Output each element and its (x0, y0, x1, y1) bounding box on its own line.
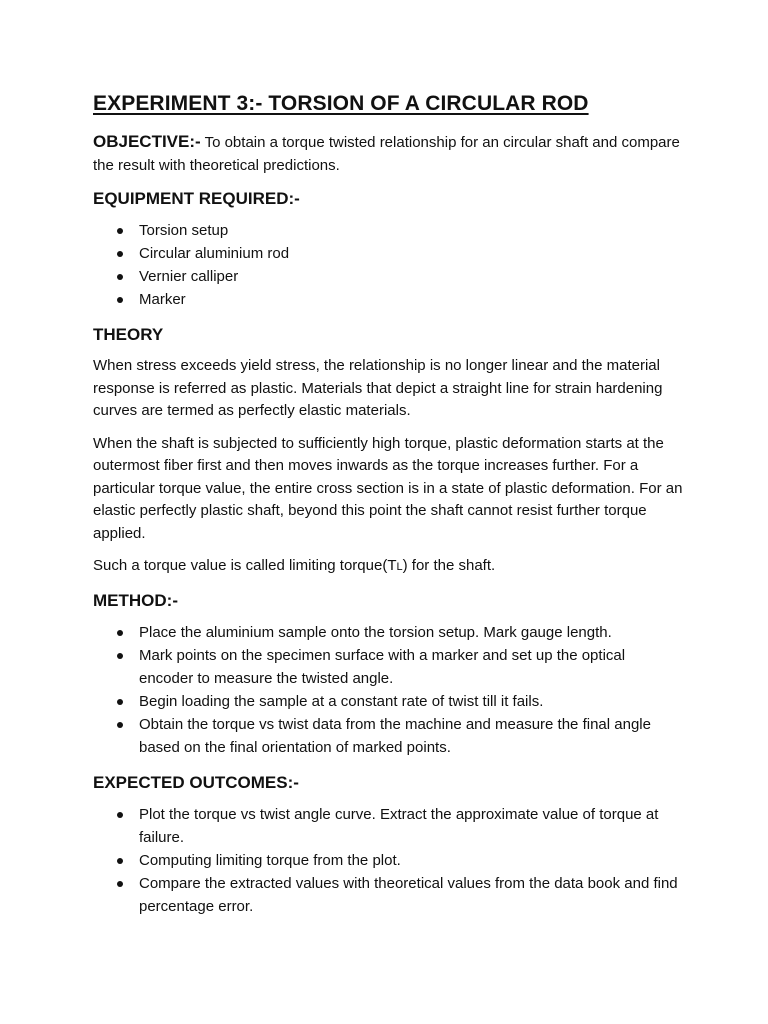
bullet-icon (117, 630, 123, 636)
list-item: Circular aluminium rod (93, 242, 683, 265)
bullet-icon (117, 297, 123, 303)
bullet-icon (117, 274, 123, 280)
objective-text: To obtain a torque twisted relationship for an circular shaft and compare the result with theoretical predictions. (93, 134, 680, 174)
bullet-icon (117, 881, 123, 887)
subscript-l: L (396, 561, 403, 573)
document-title: EXPERIMENT 3:- TORSION OF A CIRCULAR ROD (93, 92, 589, 115)
bullet-icon (117, 812, 123, 818)
document-page (93, 88, 683, 930)
theory-paragraph: When stress exceeds yield stress, the relationship is no longer linear and the material response is referred as plastic. Materials that depict a straight line for strain hardening curves are termed as perfectly elastic materials. (93, 357, 663, 419)
list-item: Place the aluminium sample onto the torsion setup. Mark gauge length. (93, 621, 683, 644)
bullet-icon (117, 251, 123, 257)
objective-label: OBJECTIVE:- (93, 132, 201, 151)
list-item: Torsion setup (93, 219, 683, 242)
list-item: Computing limiting torque from the plot. (93, 849, 683, 872)
outcomes-heading: EXPECTED OUTCOMES:- (93, 772, 299, 792)
bullet-icon (117, 653, 123, 659)
list-item: Mark points on the specimen surface with a marker and set up the optical encoder to measure the twisted angle. (93, 644, 683, 690)
method-heading: METHOD:- (93, 590, 178, 610)
equipment-list (93, 219, 683, 311)
list-item: Compare the extracted values with theoretical values from the data book and find percentage error. (93, 872, 683, 918)
list-item: Marker (93, 288, 683, 311)
theory-paragraph: When the shaft is subjected to sufficiently high torque, plastic deformation starts at the outermost fiber first and then moves inwards as the torque increases further. For a particular torque value, the entire cross section is in a state of plastic deformation. For an elastic perfectly plastic shaft, beyond this point the shaft cannot resist further torque applied. (93, 434, 683, 542)
bullet-icon (117, 722, 123, 728)
theory-heading: THEORY (93, 325, 164, 344)
list-item: Plot the torque vs twist angle curve. Extract the approximate value of torque at failure. (93, 803, 683, 849)
equipment-heading: EQUIPMENT REQUIRED:- (93, 189, 300, 208)
limiting-torque-paragraph: Such a torque value is called limiting torque(TL) for the shaft. (93, 557, 496, 574)
outcomes-list (93, 803, 683, 918)
list-item: Vernier calliper (93, 265, 683, 288)
list-item: Obtain the torque vs twist data from the machine and measure the final angle based on the final orientation of marked points. (93, 713, 683, 759)
list-item: Begin loading the sample at a constant rate of twist till it fails. (93, 690, 683, 713)
bullet-icon (117, 699, 123, 705)
bullet-icon (117, 858, 123, 864)
method-list (93, 621, 683, 759)
bullet-icon (117, 228, 123, 234)
objective-section (93, 130, 683, 177)
